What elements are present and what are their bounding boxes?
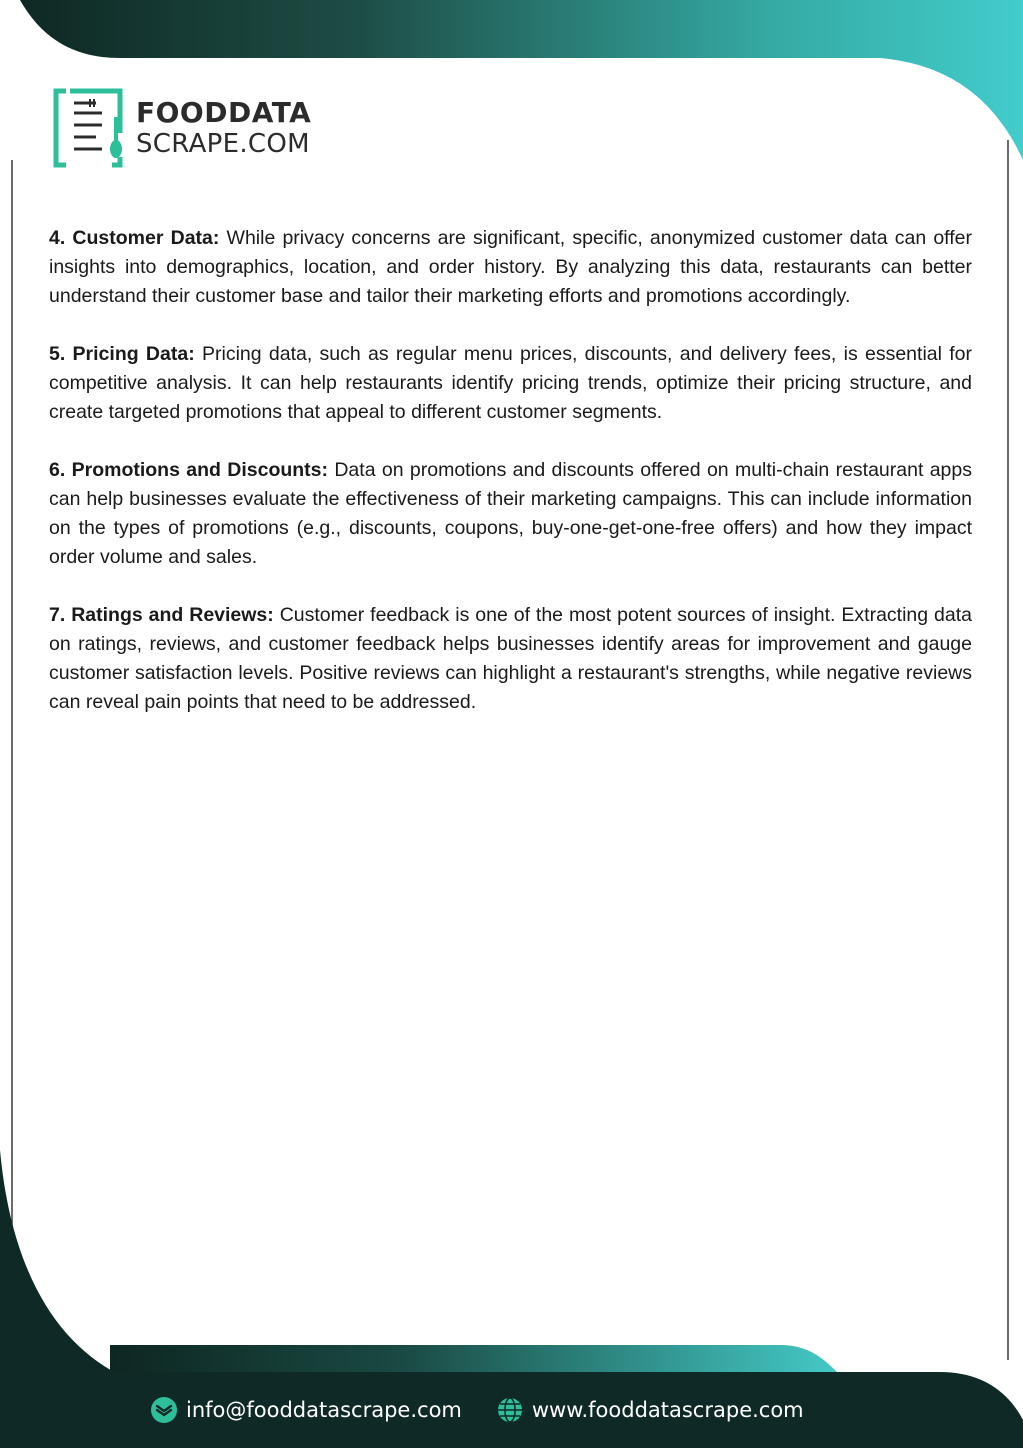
main-content <box>49 224 972 746</box>
brand-name-line2: SCRAPE.COM <box>136 129 310 159</box>
section-body: Data on promotions and discounts offered on multi-chain restaurant apps can help businesses evaluate the effectiveness of their marketing campaigns. This can include information on the types of promotions (e.g., discounts, coupons, buy-one-get-one-free offers) and how they impact order volume and sales. <box>49 459 972 568</box>
brand-name-line1: FOODDATA <box>136 96 312 129</box>
envelope-icon <box>150 1396 178 1424</box>
section-body: While privacy concerns are significant, specific, anonymized customer data can offer insights into demographics, location, and order history. By analyzing this data, restaurants can better understand their customer base and tailor their marketing efforts and promotions accordingly. <box>49 227 972 307</box>
footer-contact <box>150 1392 804 1428</box>
section-heading: 5. Pricing Data: <box>49 343 195 365</box>
footer-email-text[interactable]: info@fooddatascrape.com <box>186 1398 462 1422</box>
footer-email[interactable] <box>150 1396 462 1424</box>
section-body: Pricing data, such as regular menu prices, discounts, and delivery fees, is essential for competitive analysis. It can help restaurants identify pricing trends, optimize their pricing structure, and create targeted promotions that appeal to different customer segments. <box>49 343 972 423</box>
section-promotions-discounts <box>49 456 972 572</box>
brand-logo <box>52 86 352 170</box>
globe-icon <box>496 1396 524 1424</box>
section-body: Customer feedback is one of the most potent sources of insight. Extracting data on ratings, reviews, and customer feedback helps businesses identify areas for improvement and gauge customer satisfaction levels. Positive reviews can highlight a restaurant's strengths, while negative reviews can reveal pain points that need to be addressed. <box>49 604 972 713</box>
footer-website[interactable] <box>496 1396 804 1424</box>
section-heading: 6. Promotions and Discounts: <box>49 459 329 481</box>
section-heading: 4. Customer Data: <box>49 227 220 249</box>
section-heading: 7. Ratings and Reviews: <box>49 604 274 626</box>
section-ratings-reviews <box>49 601 972 717</box>
section-customer-data <box>49 224 972 311</box>
menu-document-fork-icon <box>52 87 124 169</box>
section-pricing-data <box>49 340 972 427</box>
footer-band <box>110 1345 840 1375</box>
footer-website-text[interactable]: www.fooddatascrape.com <box>531 1398 804 1422</box>
